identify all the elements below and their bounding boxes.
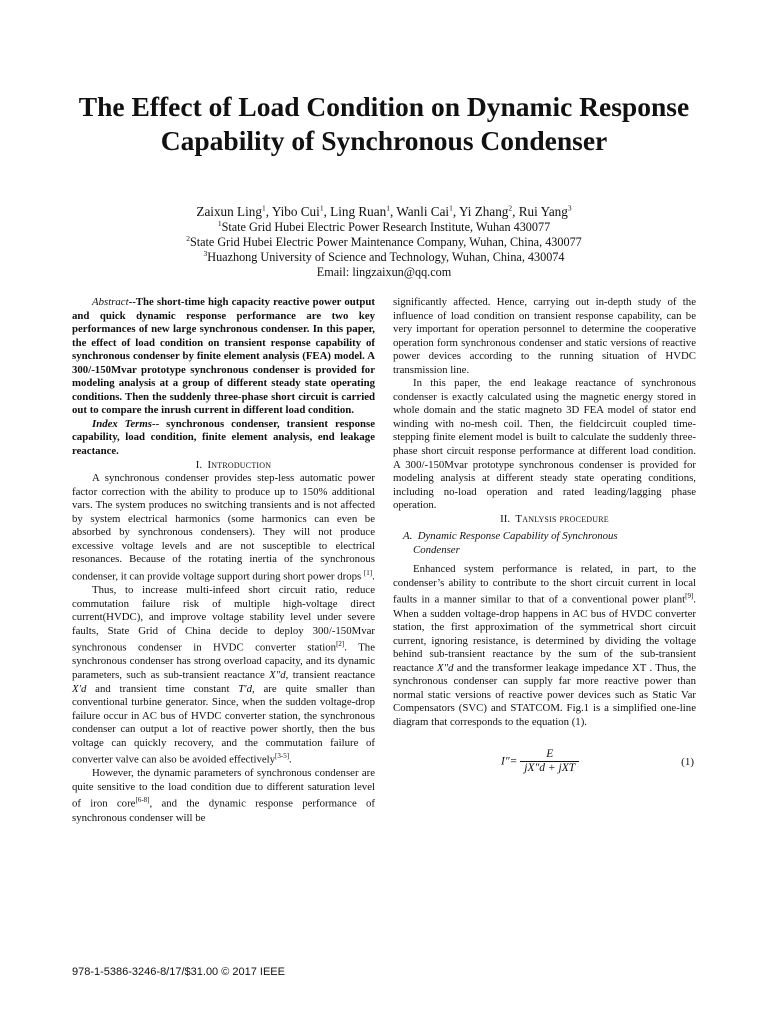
equation-denominator: jX″d + jXT [524,762,576,775]
subsection-title: Dynamic Response Capability of Synchronous [417,530,618,543]
intro-paragraph-3-continued: significantly affected. Hence, carrying out in-depth study of the influence of load condition on transient response capability, can be very important for operation personnel to determine the cooperative operation form synchronous condenser and static versions of reactive power devices according to the running situation of HVDC transmission line. [393,296,696,376]
affiliation-number: 3 [203,248,208,258]
author-affiliation-mark: 2 [508,203,513,213]
right-column [393,296,696,782]
equation-body [501,748,579,776]
equation-lhs: I″= [501,755,518,768]
author-affiliation-mark: 1 [319,203,324,213]
paragraph-text: , transient reactance [285,668,375,681]
author-email: Email: lingzaixun@qq.com [316,265,452,279]
affiliation-number: 1 [217,218,222,228]
author-affiliation-mark: 1 [261,203,266,213]
author-name: Yibo Cui [271,204,320,219]
section-number: II. [500,512,511,525]
index-terms [72,418,375,459]
author-name: Zaixun Ling [196,204,262,219]
affiliation-3 [60,250,708,265]
index-terms-label: Index Terms [92,417,152,430]
left-column [72,296,375,825]
citation: [6-8] [135,796,150,805]
paragraph-text: A synchronous condenser provides step-less automatic power factor correction with the ability to produce up to 150% additional vars. The system produces no switching transients and is not affected by system electrical harmonics (some harmonics can even be absorbed by synchronous condensers). They will not produce excessive voltage levels and are not susceptible to electrical resonances. Because of the rotating inertia of the synchronous condenser, it can provide voltage support during short power drops [72,472,375,583]
math-symbol: X′d [72,682,87,695]
affiliation-2 [60,235,708,250]
author-list: Zaixun Ling$^1$, Yibo Cui$^1$, Ling Ruan$^1$, Wanli Cai$^1$, Yi Zhang$^2$, Rui Yang$^3$ [196,203,572,219]
subsection-number: A. [403,530,413,543]
paragraph-text: However, the dynamic parameters of synchronous condenser are quite sensitive to the load condition due to different saturation level of iron core [72,767,375,811]
paragraph-text: . When a sudden voltage-drop happens in AC bus of HVDC converter station, the first approximation of the symmetrical short circuit current, ignoring resistance, is determined by dividing the voltage behind sub-transient reactance by the sum of the sub-transient reactance [393,594,696,674]
paragraph-text: and the transformer leakage impedance XT . Thus, the synchronous condenser can supply far more reactive power than normal static versions of reactive power devices such as Static Var Compensators (SVC) and STATCOM. Fig.1 is a simplified one-line diagram that corresponds to the equation (1). [393,661,696,728]
paragraph-text: , and the dynamic response performance of synchronous condenser will be [72,798,375,824]
paragraph-text: and transient time constant [86,682,239,695]
affiliation-text: Huazhong University of Science and Technology, Wuhan, China, 430074 [207,250,565,264]
paragraph-text: . The synchronous condenser has strong overload capacity, and its dynamic parameters, such as sub-transient reactance [72,641,375,681]
subsection-title-continued: Condenser [413,543,460,556]
abstract-text: --The short-time high capacity reactive power output and quick dynamic response performance are two key performances of new large synchronous condenser. In this paper, the effect of load condition on transient response capability of synchronous condenser by finite element analysis (FEA) model. A 300/-150Mvar prototype synchronous condenser is provided for modeling analysis at a group of different steady state operating conditions. Then the suddenly three-phase short circuit is carried out to compare the inrush current in different load condition. [72,296,375,417]
paragraph-text: . [372,570,375,583]
author-block [60,204,708,280]
paragraph-text: . [289,753,292,766]
citation: [2] [336,640,345,649]
affiliation-text: State Grid Hubei Electric Power Research Institute, Wuhan 430077 [221,220,551,234]
citation: [9] [685,592,694,601]
paragraph-text: , are quite smaller than conventional turbine generator. Since, when the sudden voltage-drop failure occur in AC bus of HVDC converter station, the synchronous condenser can output a lot of reactive power shortly, then the bus voltage can quickly recovery, and the commutation failure of converter valve can also be avoided effectively [72,682,376,766]
intro-paragraph-3 [72,767,375,825]
affiliation-1 [60,220,708,235]
intro-paragraph-2 [72,584,375,767]
section-title: Introduction [207,458,272,471]
citation: [1] [363,568,373,577]
copyright-footer: 978-1-5386-3246-8/17/$31.00 © 2017 IEEE [72,966,285,978]
author-affiliation-mark: 1 [386,203,390,213]
index-terms-text: -- synchronous condenser, transient response capability, load condition, finite element analysis, end leakage reactance. [72,417,375,458]
abstract-label: Abstract [92,296,129,308]
section-number: I. [195,458,203,471]
equation-1 [393,748,696,782]
math-symbol: X″d [269,668,286,681]
section-heading-introduction [72,459,375,473]
intro-paragraph-1 [72,472,375,584]
equation-fraction [520,748,579,776]
intro-paragraph-4: In this paper, the end leakage reactance of synchronous condenser is exactly calculated using the magnetic energy stored in whole domain and the static magneto 3D FEA model of stator end winding with no-mesh coil. Then, the fieldcircuit coupled time-stepping finite element model is built to calculate the suddenly three-phase short circuit response performance at different load condition. A 300/-150Mvar prototype synchronous condenser is provided for modeling analysis at different steady state operating conditions, including no-load operation and rated leading/lagging phase operation. [393,377,696,512]
paper-title: The Effect of Load Condition on Dynamic Response Capability of Synchronous Condenser [78,91,690,156]
abstract [72,296,375,418]
author-name: Yi Zhang [458,204,509,219]
equation-number: (1) [681,755,694,768]
analysis-paragraph-1 [393,563,696,729]
math-symbol: X″d [437,661,454,674]
subsection-heading [393,530,696,557]
author-name: Wanli Cai [396,204,450,219]
affiliation-text: State Grid Hubei Electric Power Maintenance Company, Wuhan, China, 430077 [189,235,582,249]
paragraph-text: Thus, to increase multi-infeed short circuit ratio, reduce commutation failure risk of multiple high-voltage direct current(HVDC), and improve voltage stability level under severe faults, State Grid of China decide to deploy 300/-150Mvar synchronous condenser in HVDC converter station [72,584,375,654]
paragraph-text: Enhanced system performance is related, in part, to the condenser’s ability to contribute to the short circuit current in local faults in a manner similar to that of a conventional power plant [393,563,696,607]
section-title: Tanlysis procedure [515,512,609,525]
affiliation-number: 2 [186,233,190,243]
math-symbol: T′d [238,682,253,695]
author-affiliation-mark: 1 [449,203,453,213]
author-name: Ling Ruan [330,204,387,219]
equation-numerator: E [520,748,579,763]
author-affiliation-mark: 3 [567,203,572,213]
author-name: Rui Yang [518,204,568,219]
section-heading-analysis [393,513,696,527]
citation: [3-5] [275,752,290,761]
